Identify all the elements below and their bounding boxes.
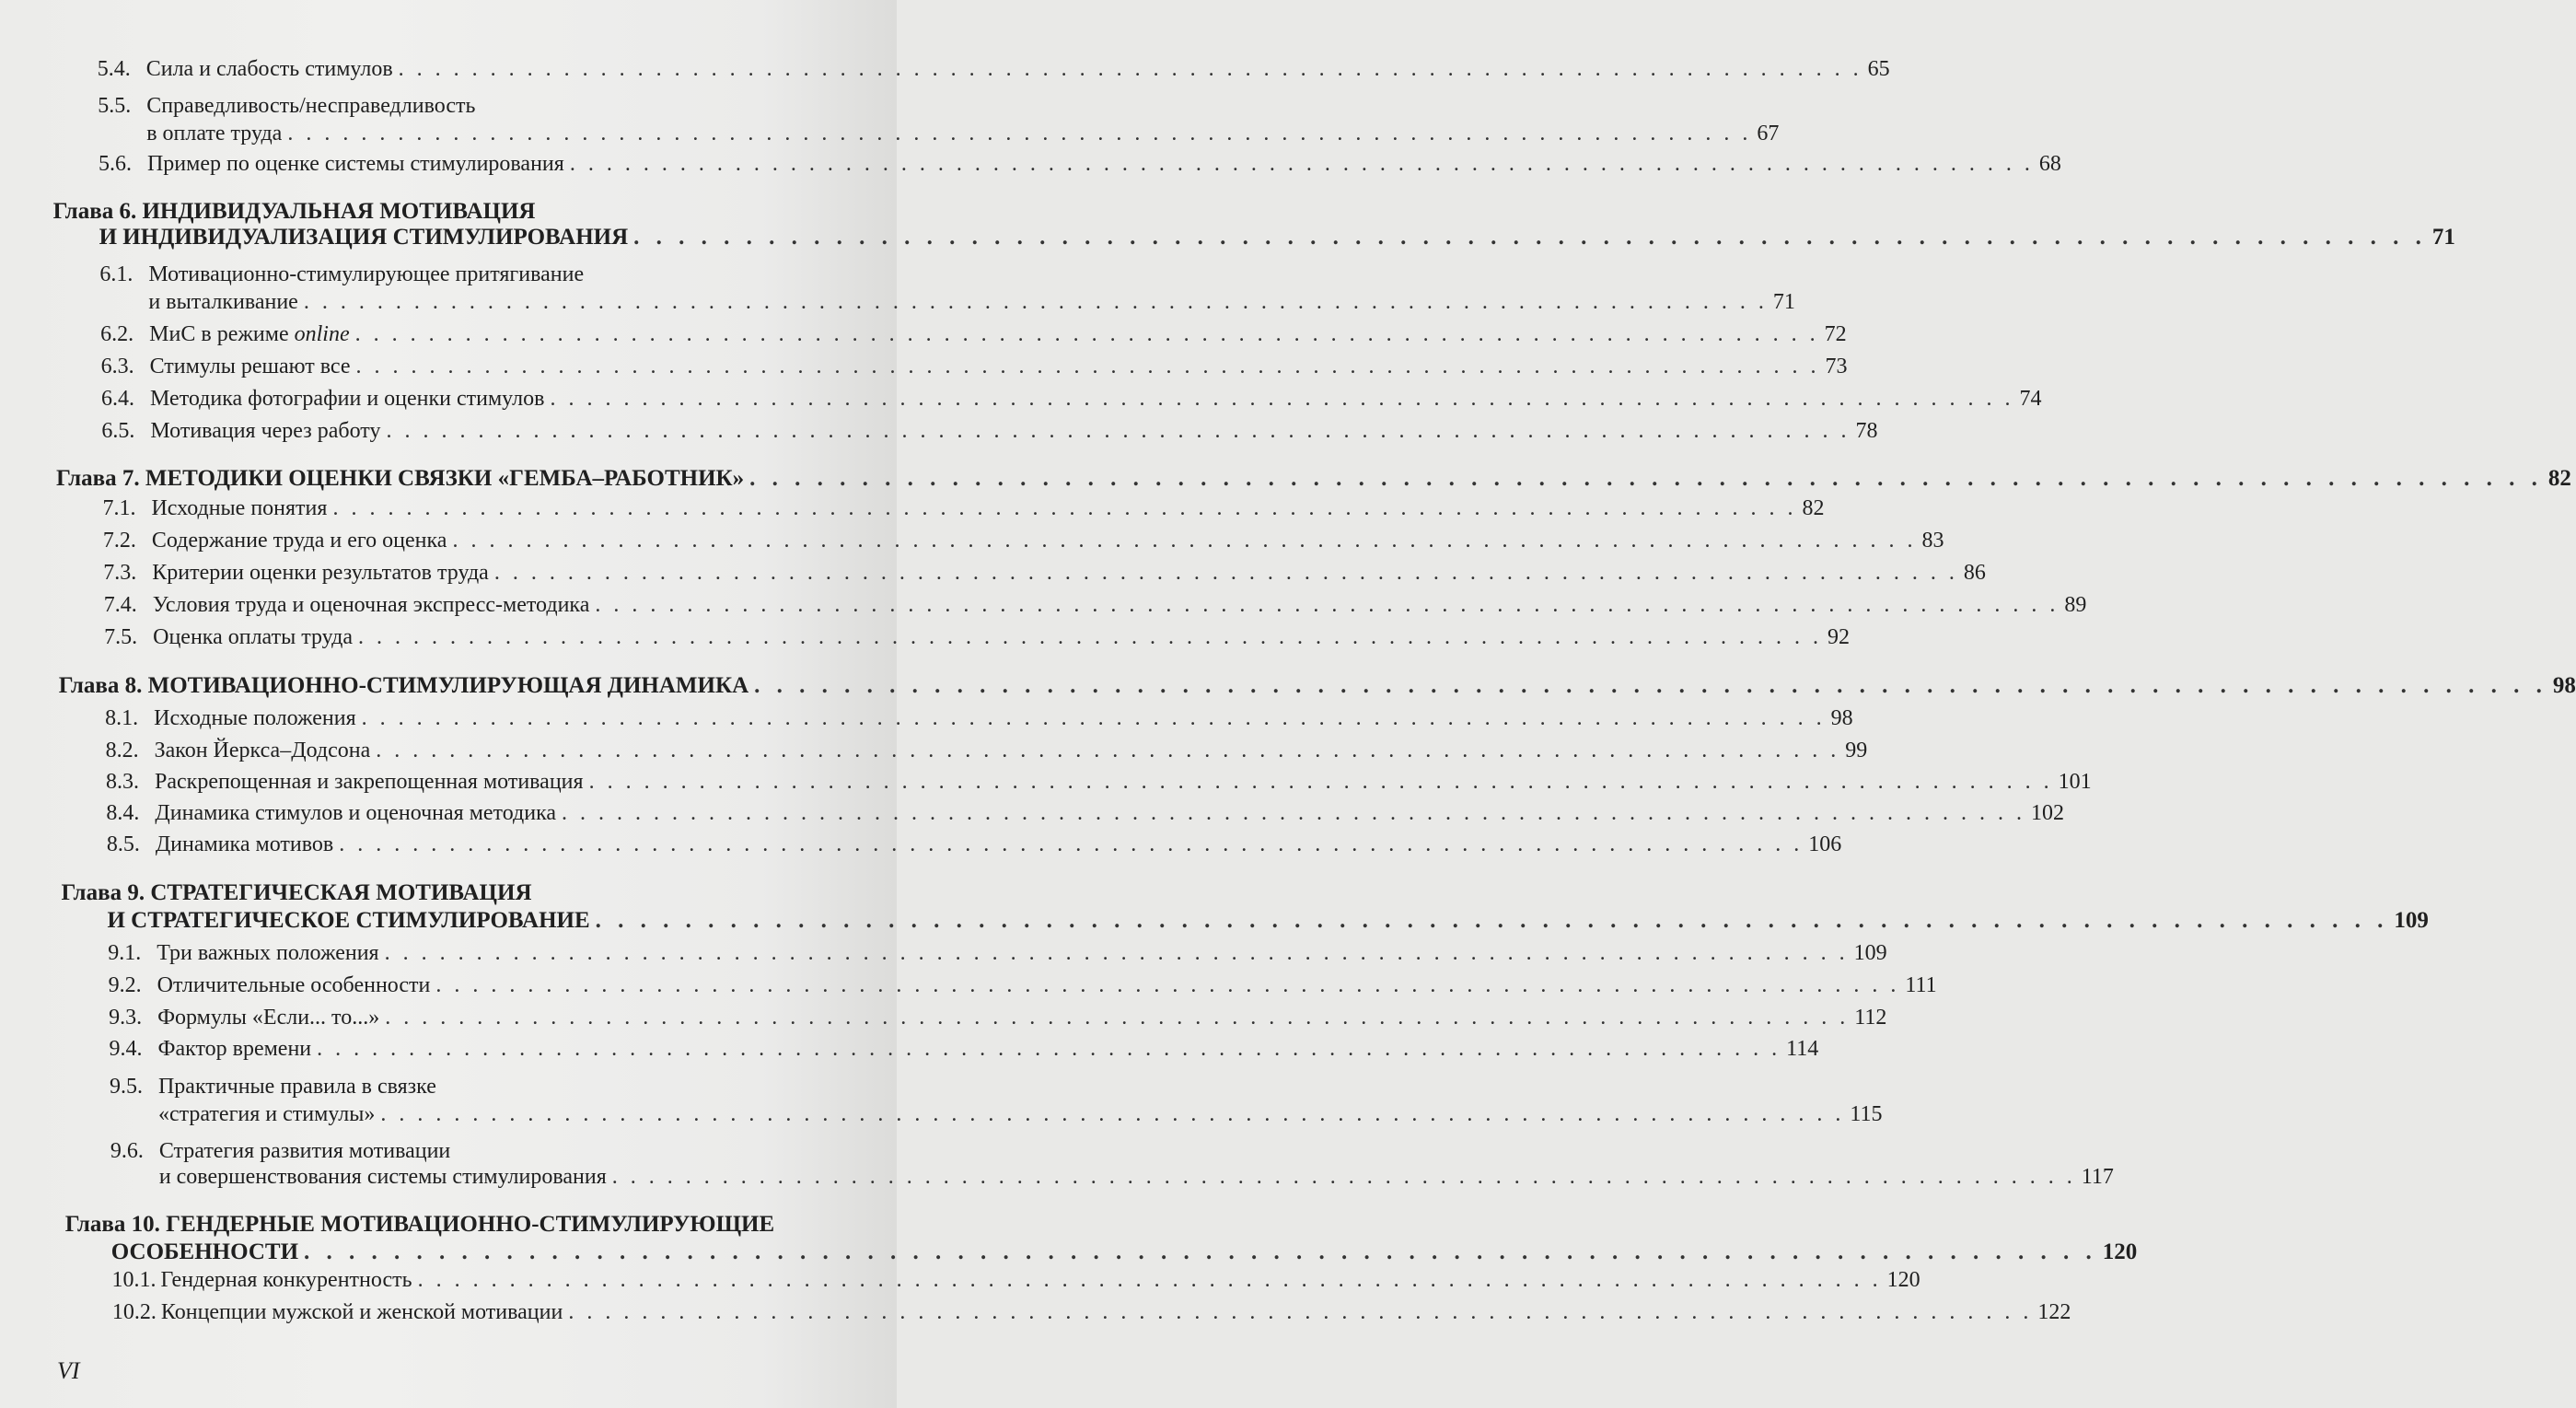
page-number: 117 [2081,1165,2114,1189]
section-title: Методика фотографии и оценки стимулов [150,387,545,411]
section-number: 7.2. [102,529,136,553]
section-title: Стимулы решают все [149,355,351,378]
leader-dots: . . . . . . . . . . . . . . . . . . . . . . . . . . . . . . . . . . . . . . . . . . . . . . . . . . . . . . . . . . . . . . . . . . . . . . . . . . . . . . . . [754,673,2547,698]
section-title [149,320,349,348]
section-number: 9.2. [108,973,142,997]
page-number: 112 [1854,1006,1887,1030]
section-title-part: МиС в режиме [149,322,295,346]
section-title: и совершенствования системы стимулирования [158,1165,607,1189]
section-title: Три важных положения [157,941,379,965]
section-title: Фактор времени [157,1037,312,1061]
leader-dots: . . . . . . . . . . . . . . . . . . . . . . . . . . . . . . . . . . . . . . . . . . . . . . . . . . . . . . . . . . . . . . . . . . . . . . . . . . . . . . . . [355,355,1820,378]
page-number: 111 [1905,973,1937,997]
leader-dots: . . . . . . . . . . . . . . . . . . . . . . . . . . . . . . . . . . . . . . . . . . . . . . . . . . . . . . . . . . . . . . . . . . . . . . . . . . . . . . . . [569,152,2034,176]
section-title-line: Стратегия развития мотивации [158,1139,451,1163]
leader-dots: . . . . . . . . . . . . . . . . . . . . . . . . . . . . . . . . . . . . . . . . . . . . . . . . . . . . . . . . . . . . . . . . . . . . . . . . . . . . . . . . [376,739,1840,762]
section-number: 10.2. [111,1300,157,1324]
section-title: Закон Йеркса–Додсона [154,739,371,762]
section-title: Мотивация через работу [150,419,381,443]
page-number: 71 [1772,290,1795,314]
leader-dots: . . . . . . . . . . . . . . . . . . . . . . . . . . . . . . . . . . . . . . . . . . . . . . . . . . . . . . . . . . . . . . . . . . . . . . . . . . . . . . . . [633,225,2427,250]
section-title: Условия труда и оценочная экспресс-методика [152,593,590,617]
page-number: 82 [2547,466,2571,491]
section-number: 8.3. [106,770,139,794]
chapter-title: И ИНДИВИДУАЛИЗАЦИЯ СТИМУЛИРОВАНИЯ [99,225,629,250]
leader-dots: . . . . . . . . . . . . . . . . . . . . . . . . . . . . . . . . . . . . . . . . . . . . . . . . . . . . . . . . . . . . . . . . . . . . . . . . . . . . . . . . [358,625,1823,649]
leader-dots: . . . . . . . . . . . . . . . . . . . . . . . . . . . . . . . . . . . . . . . . . . . . . . . . . . . . . . . . . . . . . . . . . . . . . . . . . . . . . . . . [361,706,1826,730]
page-number: 106 [1808,832,1842,856]
leader-dots: . . . . . . . . . . . . . . . . . . . . . . . . . . . . . . . . . . . . . . . . . . . . . . . . . . . . . . . . . . . . . . . . . . . . . . . . . . . . . . . . [304,1239,2097,1264]
section-number: 6.5. [101,419,135,443]
page-number: 98 [2552,673,2576,698]
page-number: 68 [2038,152,2061,176]
page-number: 120 [1886,1268,1920,1292]
leader-dots: . . . . . . . . . . . . . . . . . . . . . . . . . . . . . . . . . . . . . . . . . . . . . . . . . . . . . . . . . . . . . . . . . . . . . . . . . . . . . . . . [303,290,1768,314]
page-number: 98 [1830,706,1853,730]
section-number: 5.5. [98,94,132,118]
section-number: 5.6. [98,152,132,176]
leader-dots: . . . . . . . . . . . . . . . . . . . . . . . . . . . . . . . . . . . . . . . . . . . . . . . . . . . . . . . . . . . . . . . . . . . . . . . . . . . . . . . . [588,770,2053,794]
page-number: 83 [1921,529,1944,553]
page-number: 65 [1867,57,1890,81]
section-number: 8.4. [106,801,140,825]
page-number: 73 [1825,355,1848,378]
section-number: 9.5. [109,1075,143,1099]
chapter-title-line: Глава 9. СТРАТЕГИЧЕСКАЯ МОТИВАЦИЯ [61,880,532,905]
section-title: Отличительные особенности [157,973,431,997]
section-title: и выталкивание [148,290,298,314]
section-number: 8.2. [105,739,139,762]
section-number: 6.4. [101,387,135,411]
chapter-title: Глава 7. МЕТОДИКИ ОЦЕНКИ СВЯЗКИ «ГЕМБА–РАБОТНИК» [56,466,745,491]
section-number: 9.1. [108,941,142,965]
leader-dots: . . . . . . . . . . . . . . . . . . . . . . . . . . . . . . . . . . . . . . . . . . . . . . . . . . . . . . . . . . . . . . . . . . . . . . . . . . . . . . . . [354,322,1819,346]
page-number: 74 [2019,387,2042,411]
chapter-title: Глава 8. МОТИВАЦИОННО-СТИМУЛИРУЮЩАЯ ДИНАМИКА [58,673,749,698]
section-number: 6.3. [100,355,134,378]
leader-dots: . . . . . . . . . . . . . . . . . . . . . . . . . . . . . . . . . . . . . . . . . . . . . . . . . . . . . . . . . . . . . . . . . . . . . . . . . . . . . . . . [568,1300,2033,1324]
chapter-title: ОСОБЕННОСТИ [110,1239,299,1264]
page-number: 67 [1757,122,1780,145]
page-number: 72 [1824,322,1847,346]
page-number: 86 [1963,561,1986,585]
section-number: 7.3. [103,561,137,585]
leader-dots: . . . . . . . . . . . . . . . . . . . . . . . . . . . . . . . . . . . . . . . . . . . . . . . . . . . . . . . . . . . . . . . . . . . . . . . . . . . . . . . . [435,973,1900,997]
section-title: Содержание труда и его оценка [151,529,447,553]
section-title: Сила и слабость стимулов [145,57,393,81]
section-title: Гендерная конкурентность [160,1268,412,1292]
page-number: 122 [2037,1300,2071,1324]
section-number: 10.1. [111,1268,157,1292]
section-title: в оплате труда [146,122,283,145]
page-number: 115 [1850,1102,1883,1126]
leader-dots: . . . . . . . . . . . . . . . . . . . . . . . . . . . . . . . . . . . . . . . . . . . . . . . . . . . . . . . . . . . . . . . . . . . . . . . . . . . . . . . . [493,561,1958,585]
leader-dots: . . . . . . . . . . . . . . . . . . . . . . . . . . . . . . . . . . . . . . . . . . . . . . . . . . . . . . . . . . . . . . . . . . . . . . . . . . . . . . . . [550,387,2014,411]
section-number: 6.2. [100,322,134,346]
section-title: Динамика мотивов [155,832,334,856]
section-title: Формулы «Если... то...» [157,1006,380,1030]
section-title-line: Мотивационно-стимулирующее притягивание [148,262,585,286]
page-number: 78 [1855,419,1878,443]
page-folio: VI [57,1357,80,1384]
section-number: 8.5. [106,832,140,856]
section-number: 9.6. [110,1139,144,1163]
section-number: 7.1. [102,496,136,520]
leader-dots: . . . . . . . . . . . . . . . . . . . . . . . . . . . . . . . . . . . . . . . . . . . . . . . . . . . . . . . . . . . . . . . . . . . . . . . . . . . . . . . . [380,1102,1845,1126]
section-number: 8.1. [105,706,139,730]
leader-dots: . . . . . . . . . . . . . . . . . . . . . . . . . . . . . . . . . . . . . . . . . . . . . . . . . . . . . . . . . . . . . . . . . . . . . . . . . . . . . . . . [398,57,1862,81]
leader-dots: . . . . . . . . . . . . . . . . . . . . . . . . . . . . . . . . . . . . . . . . . . . . . . . . . . . . . . . . . . . . . . . . . . . . . . . . . . . . . . . . [595,593,2060,617]
leader-dots: . . . . . . . . . . . . . . . . . . . . . . . . . . . . . . . . . . . . . . . . . . . . . . . . . . . . . . . . . . . . . . . . . . . . . . . . . . . . . . . . [332,496,1797,520]
section-number: 7.4. [103,593,137,617]
chapter-title-line: Глава 10. ГЕНДЕРНЫЕ МОТИВАЦИОННО-СТИМУЛИРУЮЩИЕ [64,1212,775,1237]
chapter-title-line: Глава 6. ИНДИВИДУАЛЬНАЯ МОТИВАЦИЯ [52,199,536,224]
section-title: Исходные положения [154,706,356,730]
section-number: 5.4. [97,57,131,81]
section-title: Раскрепощенная и закрепощенная мотивация [155,770,584,794]
section-number: 7.5. [104,625,138,649]
section-title-line: Справедливость/несправедливость [146,94,476,118]
leader-dots: . . . . . . . . . . . . . . . . . . . . . . . . . . . . . . . . . . . . . . . . . . . . . . . . . . . . . . . . . . . . . . . . . . . . . . . . . . . . . . . . [317,1037,1781,1061]
leader-dots: . . . . . . . . . . . . . . . . . . . . . . . . . . . . . . . . . . . . . . . . . . . . . . . . . . . . . . . . . . . . . . . . . . . . . . . . . . . . . . . . [417,1268,1882,1292]
leader-dots: . . . . . . . . . . . . . . . . . . . . . . . . . . . . . . . . . . . . . . . . . . . . . . . . . . . . . . . . . . . . . . . . . . . . . . . . . . . . . . . . [452,529,1917,553]
page-number: 114 [1786,1037,1819,1061]
section-title: Критерии оценки результатов труда [152,561,489,585]
page-number: 102 [2031,801,2065,825]
page-number: 71 [2431,225,2455,250]
section-title-line: Практичные правила в связке [157,1075,436,1099]
chapter-title: И СТРАТЕГИЧЕСКОЕ СТИМУЛИРОВАНИЕ [107,908,590,933]
leader-dots: . . . . . . . . . . . . . . . . . . . . . . . . . . . . . . . . . . . . . . . . . . . . . . . . . . . . . . . . . . . . . . . . . . . . . . . . . . . . . . . . [749,466,2543,491]
page-number: 109 [1853,941,1887,965]
leader-dots: . . . . . . . . . . . . . . . . . . . . . . . . . . . . . . . . . . . . . . . . . . . . . . . . . . . . . . . . . . . . . . . . . . . . . . . . . . . . . . . . [287,122,1752,145]
section-title: Оценка оплаты труда [153,625,354,649]
page-number: 82 [1802,496,1825,520]
section-title: Исходные понятия [151,496,328,520]
leader-dots: . . . . . . . . . . . . . . . . . . . . . . . . . . . . . . . . . . . . . . . . . . . . . . . . . . . . . . . . . . . . . . . . . . . . . . . . . . . . . . . . [339,832,1804,856]
page-number: 89 [2064,593,2087,617]
page-number: 92 [1828,625,1851,649]
section-title: Пример по оценке системы стимулирования [146,152,564,176]
leader-dots: . . . . . . . . . . . . . . . . . . . . . . . . . . . . . . . . . . . . . . . . . . . . . . . . . . . . . . . . . . . . . . . . . . . . . . . . . . . . . . . . [386,419,1851,443]
leader-dots: . . . . . . . . . . . . . . . . . . . . . . . . . . . . . . . . . . . . . . . . . . . . . . . . . . . . . . . . . . . . . . . . . . . . . . . . . . . . . . . . [595,908,2389,933]
leader-dots: . . . . . . . . . . . . . . . . . . . . . . . . . . . . . . . . . . . . . . . . . . . . . . . . . . . . . . . . . . . . . . . . . . . . . . . . . . . . . . . . [611,1165,2076,1189]
section-title-italic: online [294,322,350,346]
section-number: 9.4. [109,1037,143,1061]
page-number: 101 [2058,770,2092,794]
leader-dots: . . . . . . . . . . . . . . . . . . . . . . . . . . . . . . . . . . . . . . . . . . . . . . . . . . . . . . . . . . . . . . . . . . . . . . . . . . . . . . . . [384,941,1849,965]
section-title: Концепции мужской и женской мотивации [160,1300,563,1324]
section-number: 6.1. [99,262,133,286]
page-number: 109 [2394,908,2429,933]
section-title: Динамика стимулов и оценочная методика [155,801,557,825]
leader-dots: . . . . . . . . . . . . . . . . . . . . . . . . . . . . . . . . . . . . . . . . . . . . . . . . . . . . . . . . . . . . . . . . . . . . . . . . . . . . . . . . [562,801,2026,825]
section-number: 9.3. [109,1006,143,1030]
page-number: 120 [2102,1239,2138,1264]
section-title: «стратегия и стимулы» [157,1102,376,1126]
leader-dots: . . . . . . . . . . . . . . . . . . . . . . . . . . . . . . . . . . . . . . . . . . . . . . . . . . . . . . . . . . . . . . . . . . . . . . . . . . . . . . . . [385,1006,1850,1030]
page-number: 99 [1845,739,1868,762]
